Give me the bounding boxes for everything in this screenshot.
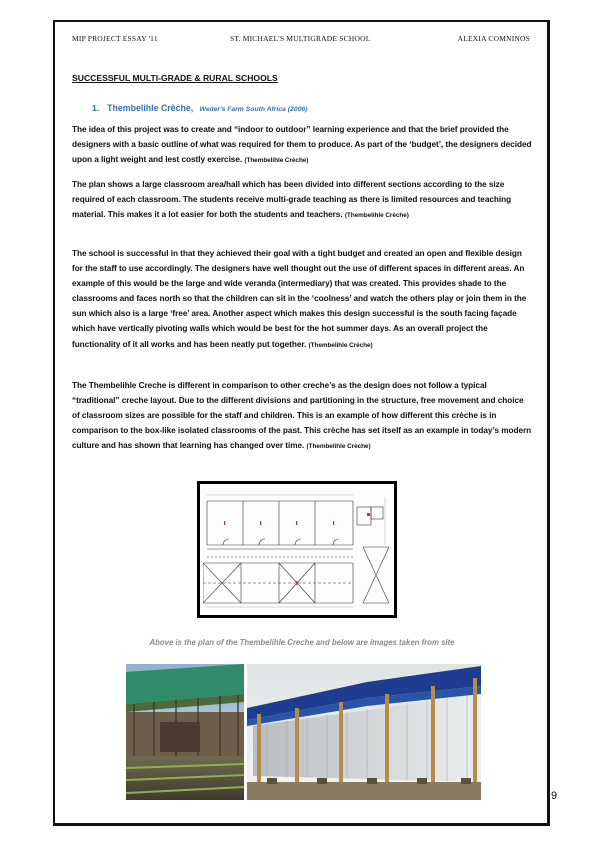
subheading-number: 1. [92, 103, 100, 113]
citation: (Thembelihle Crèche) [306, 443, 371, 451]
citation: (Thembelihle Crèche) [308, 341, 373, 349]
page-header [72, 34, 530, 48]
header-left: MIP PROJECT ESSAY '11 [72, 34, 158, 43]
citation: (Thembelihle Crèche) [244, 157, 309, 165]
citation: (Thembelihle Crèche) [344, 212, 409, 220]
figure-caption: Above is the plan of the Thembelihle Creche and below are images taken from site [149, 638, 455, 647]
section-title: SUCCESSFUL MULTI-GRADE & RURAL SCHOOLS [72, 73, 278, 83]
paragraph-3 [72, 246, 532, 353]
floor-plan-image [197, 481, 397, 618]
paragraph-2 [72, 177, 532, 223]
paragraph-text: The plan shows a large classroom area/hall which has been divided into different sections according to the size required of each classroom. The students receive multi-grade teaching as there is limited resources and teaching material. This makes it a lot easier for both the students and teachers. [72, 180, 512, 220]
floor-plan-drawing [203, 487, 391, 612]
paragraph-text: The idea of this project was to create and “indoor to outdoor” learning experience and that the brief provided the designers with a basic outline of what was required for them to produce. As part of the ‘budget’, the designers decided upon a light weight and lest costly exercise. [72, 125, 532, 165]
subheading-name: Thembelihle Crèche, [107, 103, 194, 113]
page-number: 9 [551, 790, 558, 802]
paragraph-text: The school is successful in that they achieved their goal with a tight budget and created an open and flexible design for the staff to use accordingly. The designers have well thought out the use of different spaces in different areas. An example of this would be the large and wide veranda (intermediary) that was created. This provides shade to the classrooms and faces north so that the children can sit in the ‘coolness’ and watch the others play or join them in the sun which also is a large ‘free’ area. Another aspect which makes this design successful is the south facing façade which have vertically pivoting walls which would be best for the hot summer days. As an overall project the functionality of it all works and has been neatly put together. [72, 249, 527, 349]
paragraph-4 [72, 378, 532, 454]
subheading [92, 98, 307, 116]
site-photo-veranda [126, 664, 244, 800]
subheading-location: Weiler's Farm South Africa (2006) [199, 106, 308, 113]
paragraph-1 [72, 122, 532, 168]
paragraph-text: The Thembelihle Creche is different in comparison to other creche’s as the design does not follow a typical “traditional” creche layout. Due to the different divisions and partitioning in the structure, free movement and choice of classroom sizes are possible for the staff and children. This is an example of how different this crèche is in comparison to the box-like isolated classrooms of the past. This crèche has set itself as an example in today’s modern culture and has shown that learning has changed over time. [72, 381, 532, 451]
header-center: ST. MICHAEL'S MULTIGRADE SCHOOL [230, 34, 371, 43]
header-right: ALEXIA COMNINOS [457, 34, 530, 43]
site-photo-facade [247, 664, 481, 800]
